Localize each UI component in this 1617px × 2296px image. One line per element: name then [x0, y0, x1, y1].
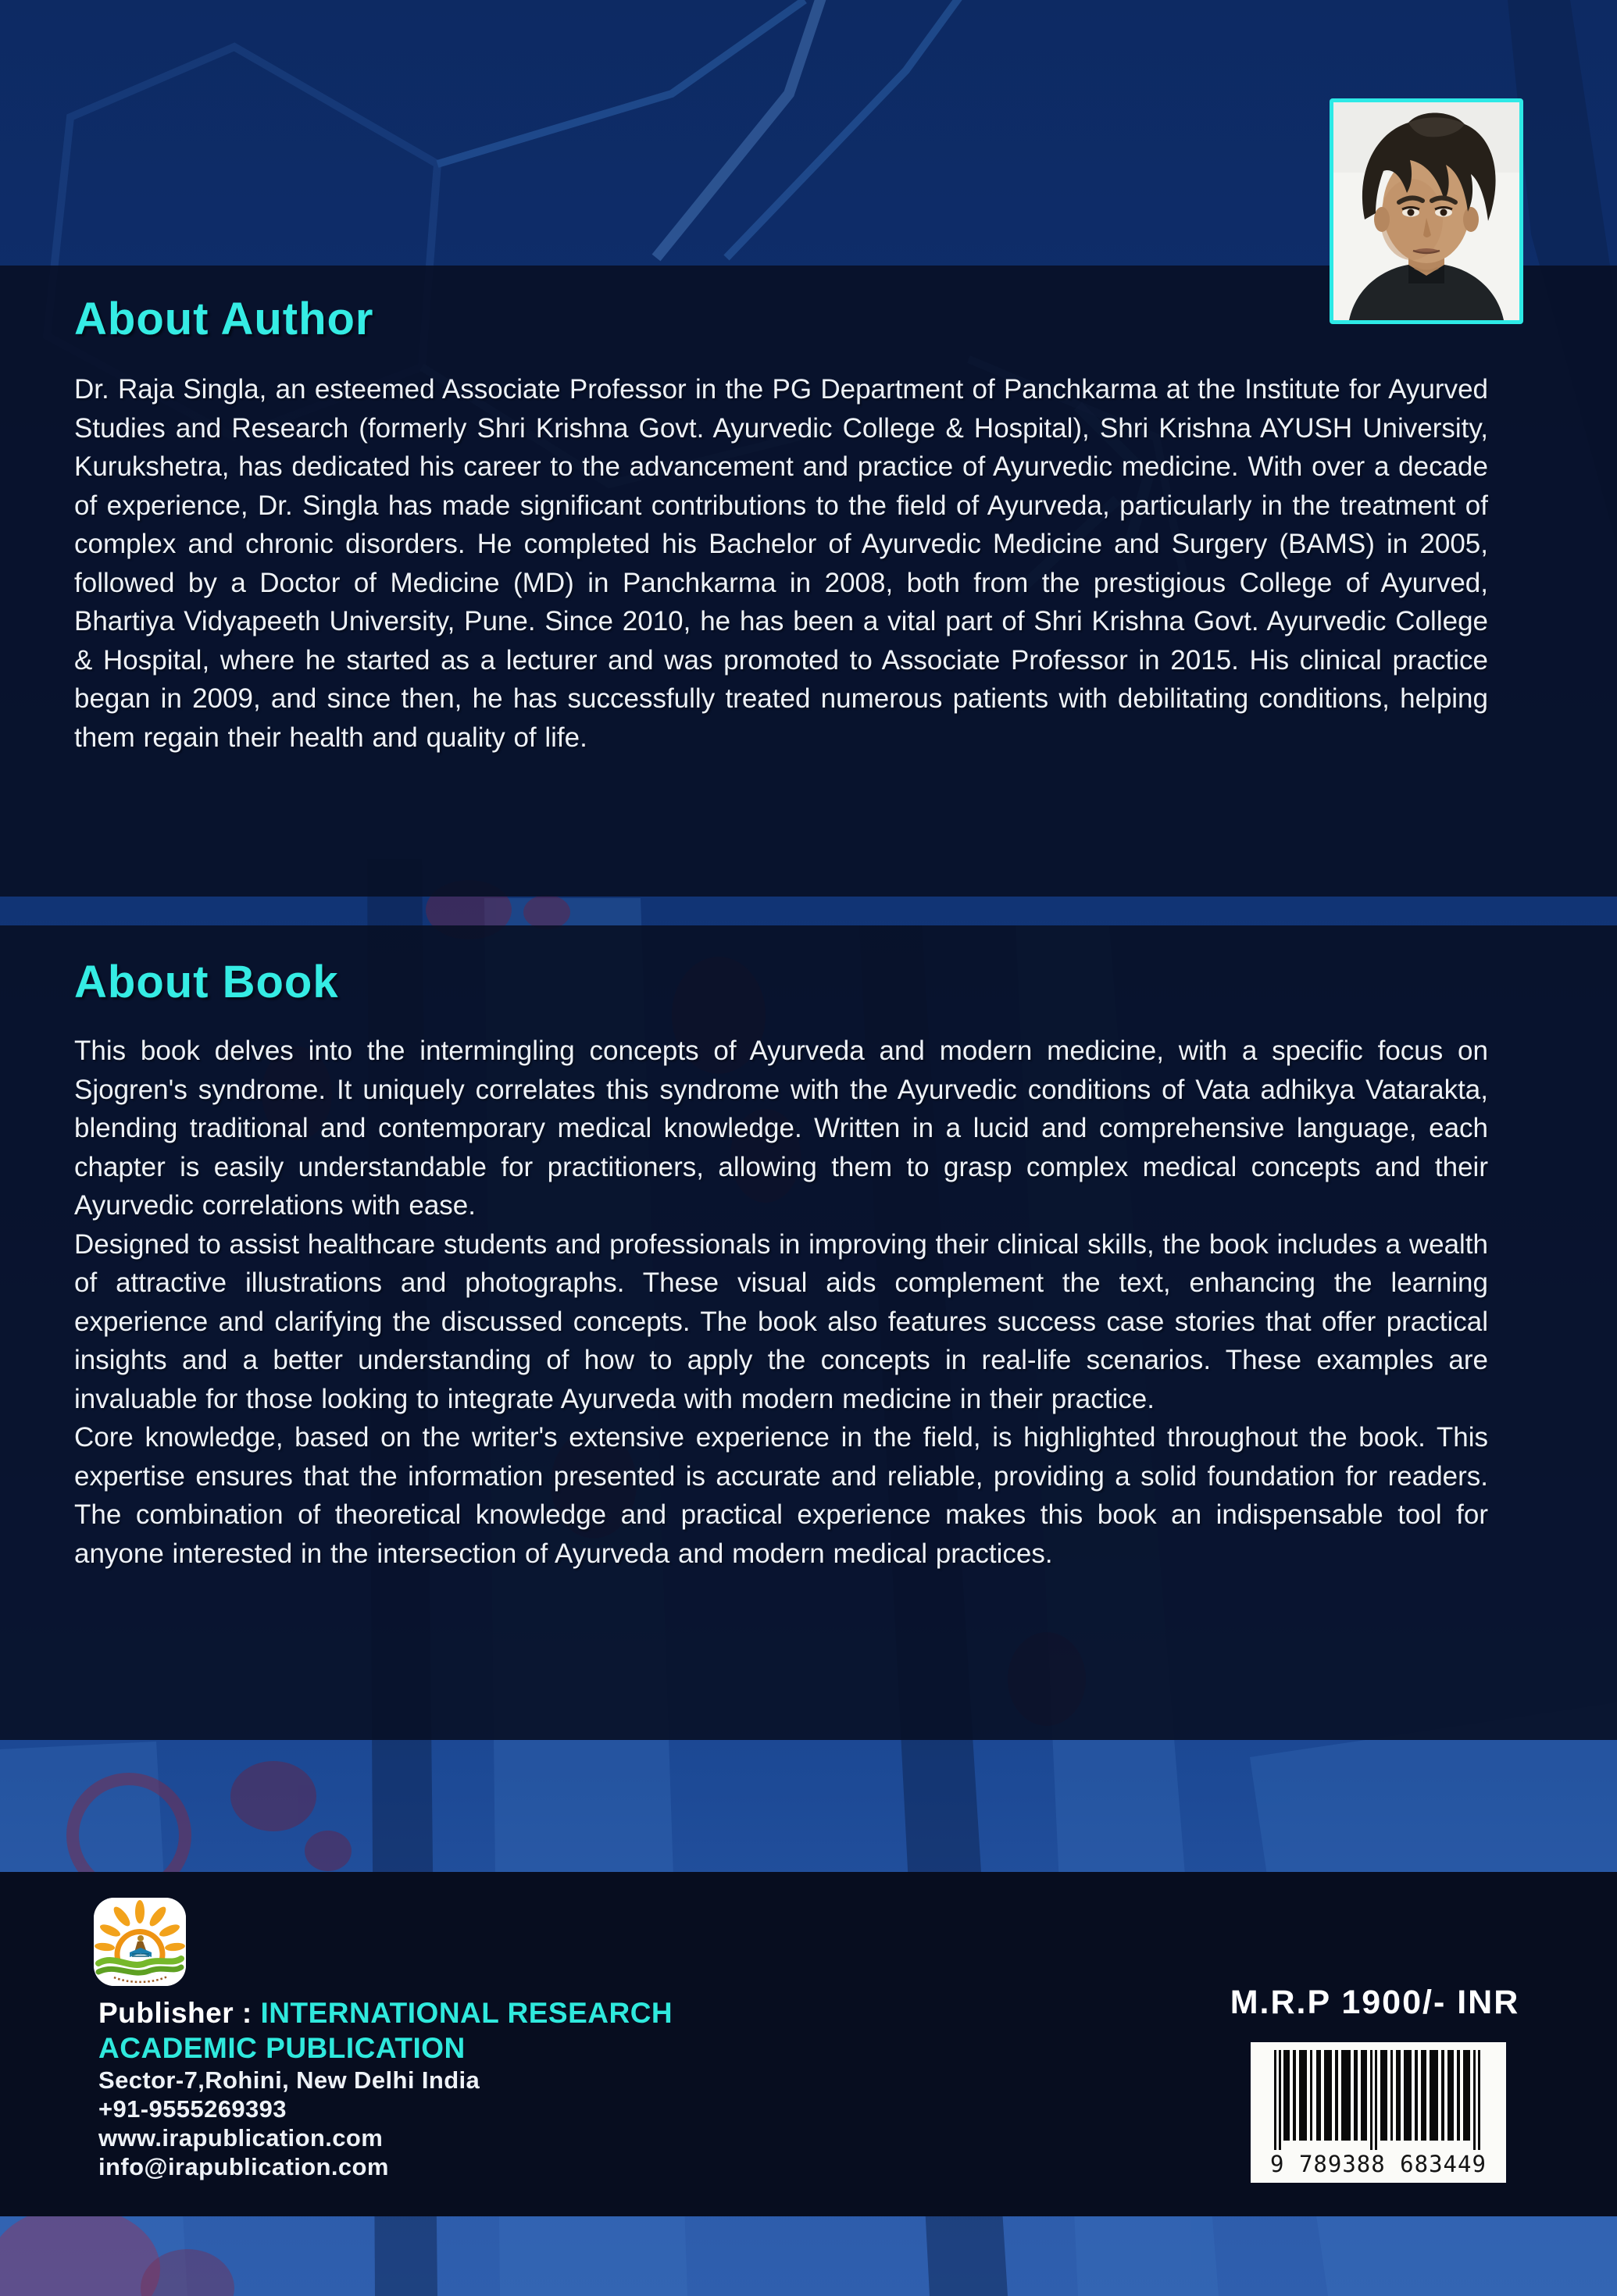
publisher-phone: +91-9555269393: [98, 2095, 287, 2123]
barcode-bars-graphic: [1260, 2050, 1497, 2150]
about-book-heading: About Book: [74, 957, 339, 1007]
publisher-info-block: [98, 1995, 801, 2181]
about-author-heading: About Author: [74, 294, 374, 344]
about-author-section: [0, 266, 1617, 897]
isbn-number: 9 789388 683449: [1270, 2151, 1487, 2177]
about-book-paragraph-3: Core knowledge, based on the writer's extensive experience in the field, is highlighted throughout the book. This expertise ensures that the information presented is accurate and reliable, providing a solid foundation for readers. The combination of theoretical knowledge and practical experience makes this book an indispensable tool for anyone interested in the intersection of Ayurveda and modern medical practices.: [74, 1422, 1488, 1569]
publisher-label: Publisher :: [98, 1997, 261, 2029]
footer-band: [0, 1872, 1617, 2216]
isbn-barcode: [1251, 2042, 1506, 2183]
about-author-paragraph: Dr. Raja Singla, an esteemed Associate Professor in the PG Department of Panchkarma at the Institute for Ayurved Studies and Research (formerly Shri Krishna Govt. Ayurvedic College & Hospital), Shri Krishna AYUSH University, Kurukshetra, has dedicated his career to the advancement and practice of Ayurvedic medicine. With over a decade of experience, Dr. Singla has made significant contributions to the field of Ayurveda, particularly in the treatment of complex and chronic disorders. He completed his Bachelor of Ayurvedic Medicine and Surgery (BAMS) in 2005, followed by a Doctor of Medicine (MD) in Panchkarma in 2008, both from the prestigious College of Ayurved, Bhartiya Vidyapeeth University, Pune. Since 2010, he has been a vital part of Shri Krishna Govt. Ayurvedic College & Hospital, where he started as a lecturer and was promoted to Associate Professor in 2015. His clinical practice began in 2009, and since then, he has successfully treated numerous patients with debilitating conditions, helping them regain their health and quality of life.: [74, 374, 1488, 753]
author-portrait-graphic: [1333, 102, 1519, 320]
publisher-website: www.irapublication.com: [98, 2124, 384, 2152]
mrp-price-label: M.R.P 1900/- INR: [1230, 1984, 1520, 2021]
publisher-email: info@irapublication.com: [98, 2153, 389, 2180]
publisher-line-1: [98, 1995, 801, 2030]
about-book-section: [0, 925, 1617, 1740]
author-photo: [1330, 98, 1523, 324]
publisher-name-line2: ACADEMIC PUBLICATION: [98, 2032, 466, 2064]
publisher-logo-graphic: [94, 1898, 186, 1986]
publisher-name-line1: INTERNATIONAL RESEARCH: [260, 1997, 673, 2029]
about-book-paragraph-1: This book delves into the intermingling concepts of Ayurveda and modern medicine, with a specific focus on Sjogren's syndrome. It uniquely correlates this syndrome with the Ayurvedic conditions of Vata adhikya Vatarakta, blending traditional and contemporary medical knowledge. Written in a lucid and comprehensive language, each chapter is easily understandable for practitioners, allowing them to grasp complex medical concepts and their Ayurvedic correlations with ease.: [74, 1036, 1488, 1221]
publisher-address: Sector-7,Rohini, New Delhi India: [98, 2066, 480, 2094]
publisher-logo: [94, 1898, 186, 1986]
about-book-paragraph-2: Designed to assist healthcare students and professionals in improving their clinical skills, the book includes a wealth of attractive illustrations and photographs. These visual aids complement the text, enhancing the learning experience and clarifying the discussed concepts. The book also features success case stories that offer practical insights and a better understanding of how to apply the concepts in real-life scenarios. These examples are invaluable for those looking to integrate Ayurveda with modern medicine in their practice.: [74, 1228, 1488, 1414]
